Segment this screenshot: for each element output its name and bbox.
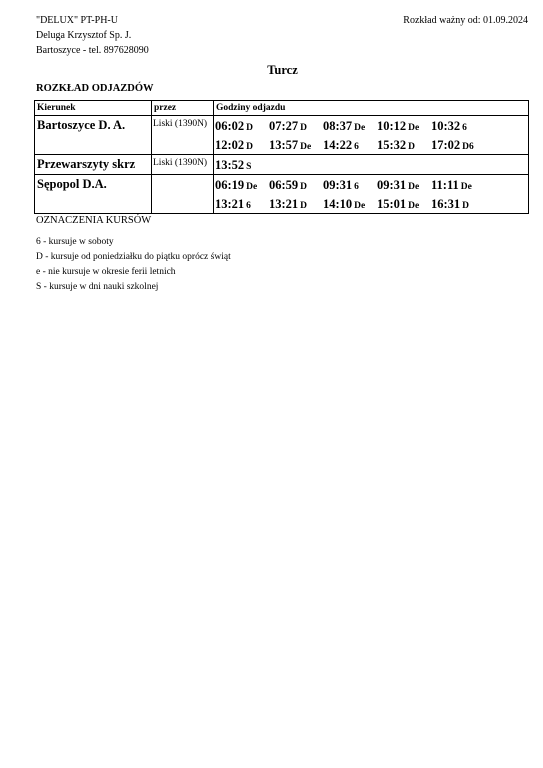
departure-mark: D bbox=[462, 200, 470, 211]
stop-name: Turcz bbox=[267, 63, 298, 77]
route-times bbox=[214, 175, 529, 214]
times-line bbox=[214, 194, 528, 213]
departure-mark: De bbox=[246, 181, 258, 192]
route-times bbox=[214, 155, 529, 175]
company-contact: Bartoszyce - tel. 897628090 bbox=[36, 45, 149, 56]
departure-mark: De bbox=[460, 181, 472, 192]
departure-mark: D bbox=[246, 141, 254, 152]
departure-mark: S bbox=[246, 161, 252, 172]
departure-mark: D bbox=[300, 181, 308, 192]
column-header-direction: Kierunek bbox=[35, 101, 152, 116]
departure-time: 08:37 bbox=[323, 118, 353, 133]
departure-mark: D bbox=[300, 200, 308, 211]
departure bbox=[323, 117, 377, 135]
route-row bbox=[35, 116, 529, 155]
departure-time: 11:11 bbox=[431, 177, 459, 192]
departure-time: 13:52 bbox=[215, 157, 245, 172]
departure bbox=[269, 176, 323, 194]
departure bbox=[431, 136, 485, 154]
departure-mark: De bbox=[354, 122, 366, 133]
legend-item: D - kursuje od poniedziałku do piątku oprócz świąt bbox=[36, 252, 231, 262]
departure-mark: 6 bbox=[354, 181, 359, 192]
departure-mark: 6 bbox=[354, 141, 359, 152]
times-line bbox=[214, 155, 528, 174]
departure-mark: D bbox=[300, 122, 308, 133]
legend-item: S - kursuje w dni nauki szkolnej bbox=[36, 282, 159, 292]
departure-mark: De bbox=[408, 122, 420, 133]
departure-mark: D bbox=[246, 122, 254, 133]
departure-table bbox=[34, 100, 529, 214]
route-direction: Bartoszyce D. A. bbox=[35, 116, 152, 155]
departure bbox=[323, 136, 377, 154]
departure-time: 10:32 bbox=[431, 118, 461, 133]
departure bbox=[215, 136, 269, 154]
departure-time: 17:02 bbox=[431, 137, 461, 152]
column-header-times: Godziny odjazdu bbox=[214, 101, 529, 116]
departure-time: 16:31 bbox=[431, 196, 461, 211]
legend-list bbox=[36, 235, 231, 295]
route-direction: Przewarszyty skrz bbox=[35, 155, 152, 175]
valid-from: Rozkład ważny od: 01.09.2024 bbox=[403, 15, 528, 26]
departure-time: 13:21 bbox=[215, 196, 245, 211]
departure-mark: De bbox=[408, 181, 420, 192]
departure bbox=[377, 195, 431, 213]
section-title: ROZKŁAD ODJAZDÓW bbox=[36, 83, 154, 94]
departure-time: 10:12 bbox=[377, 118, 407, 133]
departure bbox=[269, 117, 323, 135]
departure-time: 09:31 bbox=[323, 177, 353, 192]
departure bbox=[377, 136, 431, 154]
departure-time: 15:32 bbox=[377, 137, 407, 152]
times-line bbox=[214, 175, 528, 194]
route-times bbox=[214, 116, 529, 155]
departure-mark: De bbox=[408, 200, 420, 211]
departure-time: 14:10 bbox=[323, 196, 353, 211]
departure-time: 14:22 bbox=[323, 137, 353, 152]
departure bbox=[323, 195, 377, 213]
departure-time: 09:31 bbox=[377, 177, 407, 192]
departure-time: 15:01 bbox=[377, 196, 407, 211]
legend-item: e - nie kursuje w okresie ferii letnich bbox=[36, 267, 176, 277]
routes-body bbox=[35, 116, 529, 214]
times-line bbox=[214, 116, 528, 135]
column-header-via: przez bbox=[152, 101, 214, 116]
legend-title: OZNACZENIA KURSÓW bbox=[36, 215, 152, 226]
departure-time: 06:19 bbox=[215, 177, 245, 192]
departure-time: 06:02 bbox=[215, 118, 245, 133]
departure bbox=[215, 176, 269, 194]
departure bbox=[269, 195, 323, 213]
departure bbox=[431, 176, 485, 194]
company-owner: Deluga Krzysztof Sp. J. bbox=[36, 30, 132, 41]
company-name: "DELUX" PT-PH-U bbox=[36, 15, 118, 26]
departure bbox=[269, 136, 323, 154]
route-row bbox=[35, 155, 529, 175]
route-direction: Sępopol D.A. bbox=[35, 175, 152, 214]
company-info bbox=[36, 13, 149, 58]
departure bbox=[431, 117, 485, 135]
route-via bbox=[152, 175, 214, 214]
departure-mark: D bbox=[408, 141, 416, 152]
departure-mark: 6 bbox=[462, 122, 467, 133]
legend-item: 6 - kursuje w soboty bbox=[36, 237, 114, 247]
route-via: Liski (1390N) bbox=[152, 116, 214, 155]
departure-time: 13:57 bbox=[269, 137, 299, 152]
departure bbox=[377, 117, 431, 135]
departure-mark: 6 bbox=[246, 200, 251, 211]
departure-time: 07:27 bbox=[269, 118, 299, 133]
departure bbox=[323, 176, 377, 194]
departure-mark: D6 bbox=[462, 141, 474, 152]
departure-time: 13:21 bbox=[269, 196, 299, 211]
departure bbox=[431, 195, 485, 213]
times-line bbox=[214, 135, 528, 154]
departure-mark: De bbox=[354, 200, 366, 211]
route-via: Liski (1390N) bbox=[152, 155, 214, 175]
departure-mark: De bbox=[300, 141, 312, 152]
departure bbox=[377, 176, 431, 194]
departure bbox=[215, 117, 269, 135]
table-header-row bbox=[35, 101, 529, 116]
route-row bbox=[35, 175, 529, 214]
departure-time: 12:02 bbox=[215, 137, 245, 152]
departure bbox=[215, 195, 269, 213]
departure bbox=[215, 156, 269, 174]
departure-time: 06:59 bbox=[269, 177, 299, 192]
